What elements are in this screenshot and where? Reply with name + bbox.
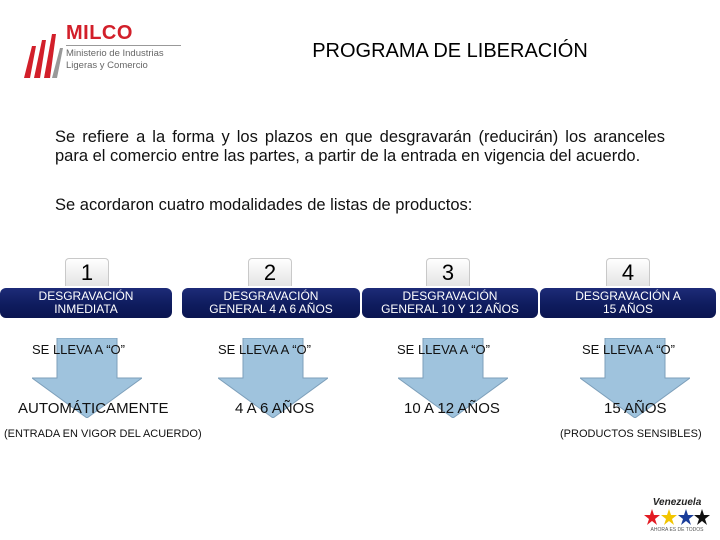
result-label: 15 AÑOS bbox=[604, 400, 667, 417]
lleva-label: SE LLEVA A “O” bbox=[218, 342, 311, 357]
modality-column-4 bbox=[540, 250, 720, 450]
modality-header bbox=[182, 288, 360, 318]
modalities-paragraph: Se acordaron cuatro modalidades de listas de productos: bbox=[55, 196, 473, 214]
modality-number: 4 bbox=[606, 258, 650, 286]
modality-column-1 bbox=[0, 250, 190, 450]
lleva-label: SE LLEVA A “O” bbox=[32, 342, 125, 357]
lleva-label: SE LLEVA A “O” bbox=[397, 342, 490, 357]
modality-header bbox=[0, 288, 172, 318]
modality-number: 2 bbox=[248, 258, 292, 286]
venezuela-logo bbox=[644, 497, 710, 537]
result-label: 10 A 12 AÑOS bbox=[404, 400, 500, 417]
modality-column-2 bbox=[180, 250, 370, 450]
header-line1: DESGRAVACIÓN bbox=[402, 289, 498, 303]
intro-paragraph: Se refiere a la forma y los plazos en que desgravarán (reducirán) los aranceles para el comercio entre las partes, a partir de la entrada en vigencia del acuerdo. bbox=[55, 128, 665, 165]
stars-icon bbox=[644, 508, 710, 528]
modality-number: 1 bbox=[65, 258, 109, 286]
header-line2: 15 AÑOS bbox=[602, 302, 654, 316]
page-title: PROGRAMA DE LIBERACIÓN bbox=[312, 40, 588, 62]
milco-mark-icon bbox=[22, 26, 64, 82]
header-line2: INMEDIATA bbox=[54, 302, 118, 316]
modality-header bbox=[540, 288, 716, 318]
venezuela-logo-tagline: AHORA ES DE TODOS bbox=[650, 527, 704, 533]
logo-divider bbox=[66, 45, 181, 46]
modality-header bbox=[362, 288, 538, 318]
lleva-label: SE LLEVA A “O” bbox=[582, 342, 675, 357]
header-line2: GENERAL 4 A 6 AÑOS bbox=[209, 302, 333, 316]
modality-column-3 bbox=[362, 250, 552, 450]
milco-logo bbox=[22, 22, 182, 82]
header-line1: DESGRAVACIÓN bbox=[223, 289, 319, 303]
logo-name: MILCO bbox=[66, 22, 133, 44]
result-label: AUTOMÁTICAMENTE bbox=[18, 400, 169, 417]
header-line1: DESGRAVACIÓN bbox=[38, 289, 134, 303]
header-line2: GENERAL 10 Y 12 AÑOS bbox=[381, 302, 519, 316]
note-entry-into-force: (ENTRADA EN VIGOR DEL ACUERDO) bbox=[4, 428, 202, 440]
logo-subtitle: Ministerio de Industrias Ligeras y Comercio bbox=[66, 48, 164, 71]
note-sensitive-products: (PRODUCTOS SENSIBLES) bbox=[560, 428, 702, 440]
venezuela-logo-name: Venezuela bbox=[652, 497, 702, 508]
header-line1: DESGRAVACIÓN A bbox=[575, 289, 681, 303]
result-label: 4 A 6 AÑOS bbox=[235, 400, 315, 417]
modality-number: 3 bbox=[426, 258, 470, 286]
